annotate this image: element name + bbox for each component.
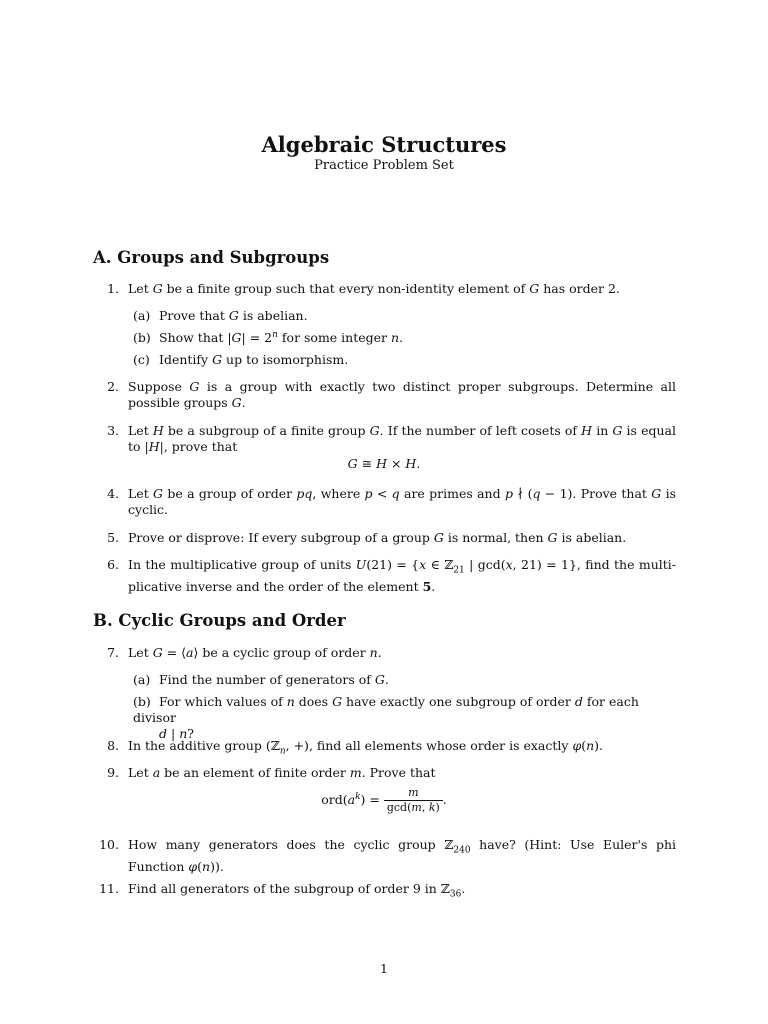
problem-number: 9. xyxy=(107,765,119,780)
problem-number: 8. xyxy=(107,738,119,753)
subpart-label: (c) xyxy=(133,352,150,367)
problem-7a: (a) Find the number of generators of G. xyxy=(133,672,389,687)
fraction-denominator: gcd(m, k) xyxy=(386,801,440,814)
fraction xyxy=(384,786,443,815)
problem-number: 11. xyxy=(99,881,119,896)
problem-7b: (b) For which values of n does G have exactly one subgroup of order d for each divisor d | n? xyxy=(133,694,639,741)
page-number: 1 xyxy=(380,961,388,976)
section-heading-a: A. Groups and Subgroups xyxy=(93,248,330,267)
problem-11-text: Find all generators of the subgroup of order 9 in ℤ$_{36}$. xyxy=(128,881,466,900)
fraction-numerator: m xyxy=(384,786,443,801)
problem-number: 10. xyxy=(99,837,119,852)
problem-number: 2. xyxy=(107,379,119,394)
problem-number: 4. xyxy=(107,486,119,501)
subpart-label: (b) xyxy=(133,694,151,709)
problem-8-text: In the additive group (ℤ$_n$, +), find all elements whose order is exactly φ(n). xyxy=(128,738,604,757)
subpart-label: (b) xyxy=(133,330,151,346)
problem-number: 3. xyxy=(107,423,119,438)
problem-1b: (b) Show that $|G| = 2^n$ for some integer n. xyxy=(133,330,404,346)
document-title: Algebraic Structures xyxy=(261,132,507,157)
problem-1-text: Let G be a finite group such that every non-identity element of G has order 2. xyxy=(128,281,620,296)
problem-7-text: Let G = ⟨a⟩ be a cyclic group of order n. xyxy=(128,645,382,660)
problem-1c: (c) Identify G up to isomorphism. xyxy=(133,352,349,367)
section-heading-b: B. Cyclic Groups and Order xyxy=(93,611,346,630)
problem-number: 1. xyxy=(107,281,119,296)
problem-3-equation: G ≅ H × H. xyxy=(347,456,421,471)
document-subtitle: Practice Problem Set xyxy=(314,158,454,173)
problem-number: 6. xyxy=(107,557,119,572)
problem-9-text: Let a be an element of finite order m. Prove that xyxy=(128,765,436,780)
problem-5-text: Prove or disprove: If every subgroup of a group G is normal, then G is abelian. xyxy=(128,530,627,545)
problem-9-equation: $ord(a^k)$ = $\frac{m}{\gcd(m, k)}$ . xyxy=(321,786,447,814)
problem-10-text: How many generators does the cyclic group ℤ$_{240}$ have? (Hint: Use Euler's phi Function φ(n)). xyxy=(128,837,677,874)
problem-6-text: In the multiplicative group of units U(21) = {x ∈ ℤ$_{21}$ | gcd(x, 21) = 1}, find the multi-plicative inverse and the order of the element 5. xyxy=(128,557,676,594)
problem-3-text: Let H be a subgroup of a finite group G. If the number of left cosets of H in G is equal to |H|, prove that xyxy=(128,423,676,454)
problem-4-text: Let G be a group of order pq, where p < q are primes and p ∤ (q − 1). Prove that G is cyclic. xyxy=(128,486,676,517)
problem-1a: (a) Prove that G is abelian. xyxy=(133,308,308,323)
problem-number: 5. xyxy=(107,530,119,545)
problem-2-text: Suppose G is a group with exactly two distinct proper subgroups. Determine all possible groups G. xyxy=(128,379,676,410)
subpart-label: (a) xyxy=(133,308,151,323)
subpart-label: (a) xyxy=(133,672,151,687)
problem-number: 7. xyxy=(107,645,119,660)
equation-lhs: $ord(a^k)$ = xyxy=(321,791,380,807)
